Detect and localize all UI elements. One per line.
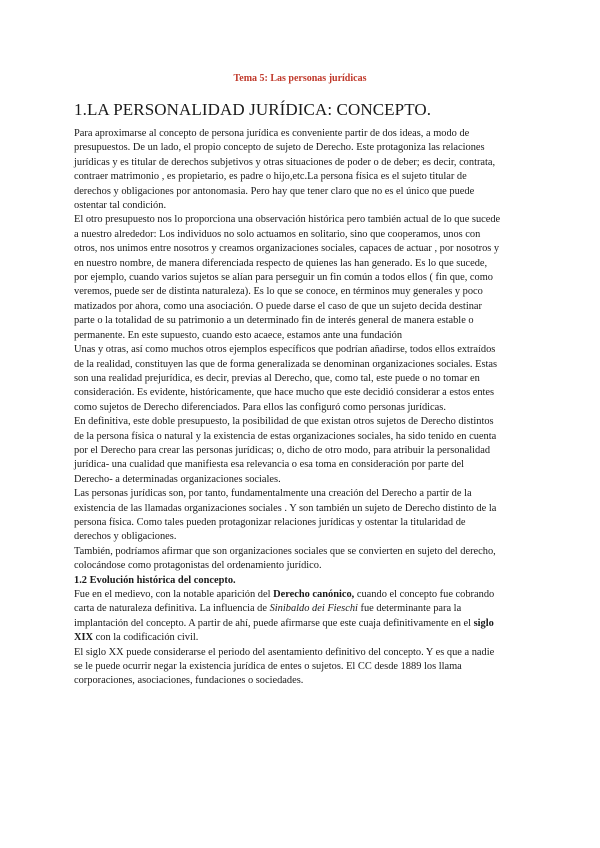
text-line: jurídicas y es titular de derechos subjetivos y otras situaciones de poder o de deber; es decir, contrata, — [74, 156, 496, 168]
bold-run: Derecho canónico, — [273, 589, 355, 600]
text-line: de la realidad, constituyen las que de forma generalizada se denominan organizaciones sociales. Estas — [74, 358, 498, 370]
text-line: jurídica- una cualidad que manifiesta esa relevancia o esa toma en consideración por parte del — [74, 459, 465, 471]
text-line: presupuestos. De un lado, el propio concepto de sujeto de Derecho. Este protagoniza las relaciones — [74, 142, 485, 154]
text-run: Fue en el medievo, con la notable aparición del — [74, 589, 274, 600]
text-line: derechos y obligaciones por antonomasia. Pero hay que tener claro que no es el único que puede — [74, 185, 475, 197]
text-line — [74, 588, 529, 602]
subsection-title: 1.2 Evolución histórica del concepto. — [74, 574, 236, 586]
paragraph-3 — [74, 343, 529, 415]
text-line: También, podríamos afirmar que son organizaciones sociales que se convierten en sujeto del derecho, — [74, 545, 496, 557]
text-line: veremos, puede ser de distinta naturaleza). Es lo que se conoce, en términos muy generales y poco — [74, 286, 483, 298]
text-line: otros, nos unimos entre nosotros y creamos organizaciones sociales, capaces de actuar , por nosotros y — [74, 243, 500, 255]
text-line — [74, 602, 529, 616]
text-line: a nuestro alrededor: Los individuos no solo actuamos en solitario, sino que cooperamos, unos con — [74, 228, 481, 240]
text-run: cuando el concepto fue cobrando — [354, 589, 495, 600]
text-line: Para aproximarse al concepto de persona jurídica es conveniente partir de dos ideas, a modo de — [74, 128, 470, 139]
text-line: colocándose como protagonistas del ordenamiento jurídico. — [74, 560, 322, 572]
text-line: de la persona física o natural y la existencia de estas organizaciones sociales, ha sido tenido en cuenta — [74, 430, 497, 442]
text-line: corporaciones, asociaciones, fundaciones o sociedades. — [74, 675, 304, 687]
topic-title: Tema 5: Las personas jurídicas — [233, 73, 367, 84]
text-line: El siglo XX puede considerarse el periodo del asentamiento definitivo del concepto. Y es que a nadie — [74, 646, 495, 658]
text-line — [74, 617, 529, 631]
text-line: matizados por ahora, como una asociación. O puede darse el caso de que un sujeto decida destinar — [74, 300, 482, 312]
paragraph-2 — [74, 213, 529, 343]
text-line: derechos y obligaciones. — [74, 531, 177, 543]
text-line: en nuestro nombre, de manera diferenciada respecto de quienes las han generado. Es lo que sucede, — [74, 257, 488, 269]
subsection-heading — [74, 574, 529, 588]
section-heading: 1.LA PERSONALIDAD JURÍDICA: CONCEPTO. — [74, 100, 432, 119]
document-body — [74, 127, 529, 689]
text-line: se le puede ocurrir negar la existencia jurídica de entes o sujetos. El CC desde 1889 los llama — [74, 661, 462, 673]
text-run: carta de naturaleza definitiva. La influencia de — [74, 603, 270, 615]
paragraph-8 — [74, 646, 529, 689]
text-line: existencia de las llamadas organizaciones sociales . Y son también un sujeto de Derecho distinto de la — [74, 502, 497, 514]
bold-run: XIX — [74, 632, 94, 644]
text-line — [74, 631, 529, 645]
text-run: con la codificación civil. — [93, 632, 199, 644]
paragraph-4 — [74, 415, 529, 487]
text-line: permanente. En este supuesto, cuando esto acaece, estamos ante una fundación — [74, 329, 403, 341]
paragraph-7 — [74, 588, 529, 646]
text-line: como sujetos de Derecho diferenciados. Para ellos las configuró como personas jurídicas. — [74, 401, 446, 413]
text-line: contraer matrimonio , es propietario, es padre o hijo,etc.La persona física es el sujeto titular de — [74, 171, 467, 183]
text-line: El otro presupuesto nos lo proporciona una observación histórica pero también actual de lo que sucede — [74, 214, 501, 226]
text-line: son una realidad prejurídica, es decir, previas al Derecho, que, como tal, este puede o no tomar en — [74, 372, 480, 384]
paragraph-5 — [74, 487, 529, 545]
bold-run: siglo — [473, 617, 494, 629]
text-line: En definitiva, este doble presupuesto, la posibilidad de que existan otros sujetos de Derecho distintos — [74, 416, 494, 428]
text-run: fue determinante para la — [357, 603, 462, 615]
text-line: por ejemplo, cuando varios sujetos se alían para perseguir un fin común a todos ellos ( fin que, como — [74, 272, 493, 284]
text-line: persona física. Como tales pueden protagonizar relaciones jurídicas y ostentar la titularidad de — [74, 516, 466, 528]
paragraph-6 — [74, 545, 529, 574]
text-line: consideración. Es evidente, históricamente, que hace mucho que este decidió considerar a estos entes — [74, 387, 495, 399]
text-run: implantación del concepto. A partir de ahí, puede afirmarse que este cuaja definitivamente en el — [74, 617, 474, 629]
text-line: Derecho- a determinadas organizaciones sociales. — [74, 473, 281, 485]
paragraph-1 — [74, 127, 529, 213]
text-line: Unas y otras, así como muchos otros ejemplos específicos que podrían añadirse, todos ellos extraídos — [74, 344, 496, 356]
text-line: por el Derecho para crear las personas jurídicas; o, dicho de otro modo, para atribuir la personalidad — [74, 444, 491, 456]
text-line: Las personas jurídicas son, por tanto, fundamentalmente una creación del Derecho a partir de la — [74, 488, 472, 500]
text-line: ostentar tal condición. — [74, 200, 167, 212]
text-line: parte o la totalidad de su patrimonio a un determinado fin de interés general de manera estable o — [74, 315, 474, 327]
italic-run: Sinibaldo dei Fieschi — [269, 603, 358, 615]
